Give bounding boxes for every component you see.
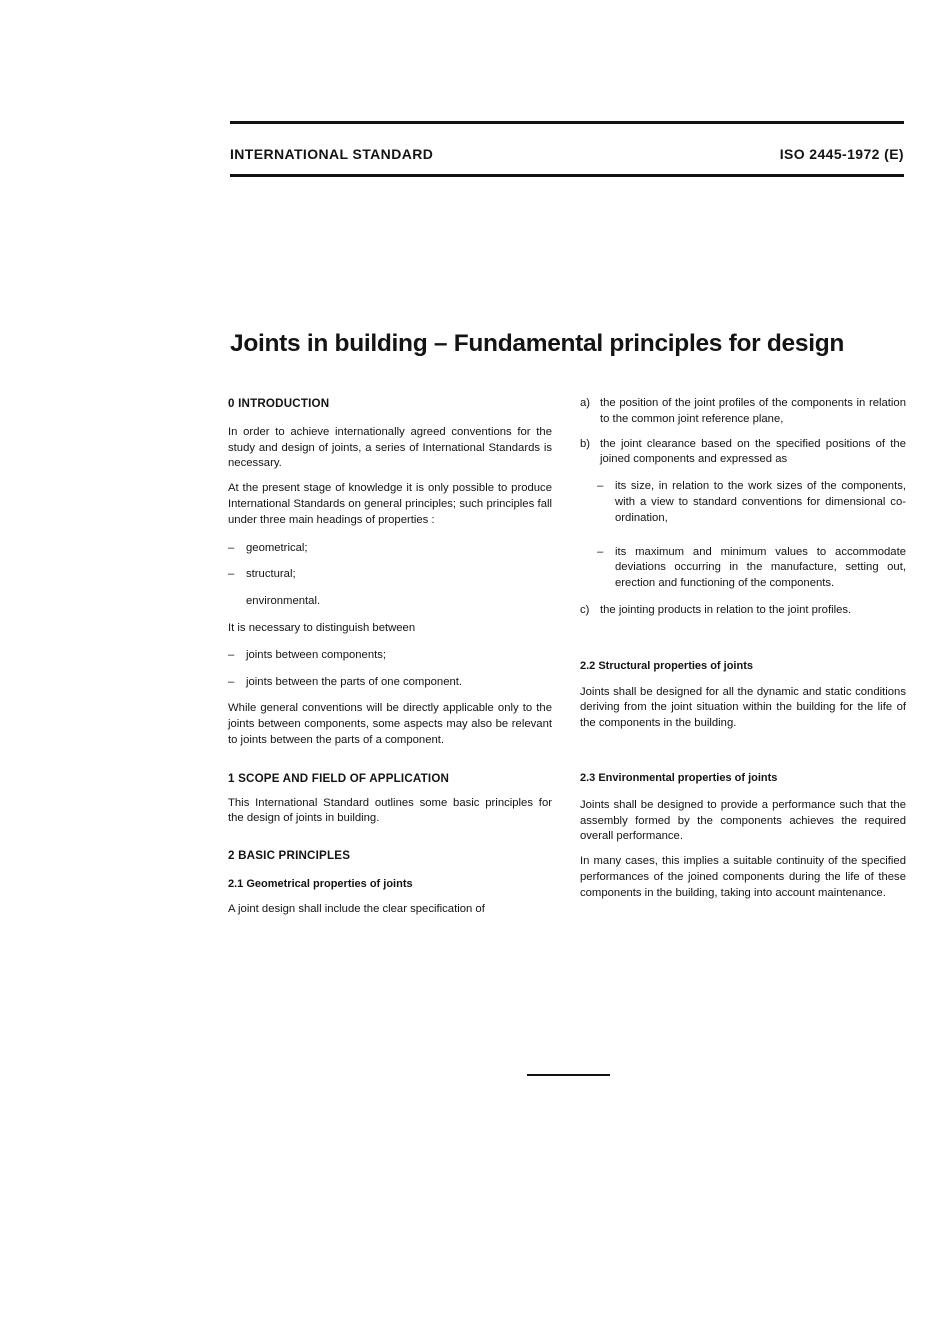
list-item <box>228 541 552 557</box>
property-structural: structural; <box>246 568 296 581</box>
property-geometrical: geometrical; <box>246 541 308 554</box>
list-item-c <box>580 603 906 619</box>
item-text-a: the position of the joint profiles of the components in relation to the common joint reference plane, <box>600 397 906 425</box>
intro-paragraph-2: At the present stage of knowledge it is only possible to produce International Standards on general principles; such principles fall under three main headings of properties : <box>228 482 552 526</box>
section-heading-introduction: 0 INTRODUCTION <box>228 397 330 410</box>
item-marker-b: b) <box>580 437 591 450</box>
dash-bullet: – <box>228 675 235 688</box>
joint-type-parts: joints between the parts of one component. <box>246 675 463 688</box>
list-item <box>228 648 552 664</box>
section-heading-basic-principles: 2 BASIC PRINCIPLES <box>228 849 351 863</box>
list-item-b <box>580 437 906 469</box>
subsection-heading-structural: 2.2 Structural properties of joints <box>580 659 753 672</box>
structural-paragraph: Joints shall be designed for all the dynamic and static conditions deriving from the joint situation within the building for the life of the components in the building. <box>580 685 906 730</box>
dash-bullet: – <box>228 541 235 554</box>
environmental-paragraph-1: Joints shall be designed to provide a performance such that the assembly formed by the components achieves the required overall performance. <box>580 798 906 843</box>
header-standard-number: ISO 2445-1972 (E) <box>779 146 904 162</box>
joint-type-components: joints between components; <box>246 648 387 661</box>
item-marker-c: c) <box>580 603 590 616</box>
header-bottom-rule <box>230 174 904 177</box>
page-title: Joints in building – Fundamental principles for design <box>230 330 845 358</box>
end-of-page-rule <box>527 1074 610 1076</box>
dash-bullet: – <box>228 568 235 581</box>
geometrical-paragraph: A joint design shall include the clear specification of <box>228 902 485 915</box>
right-column <box>580 396 906 902</box>
list-item <box>228 567 552 583</box>
dash-bullet: – <box>597 545 604 558</box>
b-sub-item-2: its maximum and minimum values to accommodate deviations occurring in the manufacture, setting out, erection and functioning of the components. <box>615 545 906 590</box>
subsection-heading-environmental: 2.3 Environmental properties of joints <box>580 771 778 784</box>
list-item-b-sub-2 <box>580 545 906 592</box>
list-item <box>228 594 552 610</box>
list-item-a <box>580 396 906 428</box>
distinguish-paragraph: It is necessary to distinguish between <box>228 621 416 634</box>
list-item-b-sub-1 <box>580 479 906 526</box>
item-text-c: the jointing products in relation to the joint profiles. <box>600 603 852 616</box>
intro-paragraph-3: While general conventions will be directly applicable only to the joints between components, some aspects may also be relevant to joints between the parts of a component. <box>228 702 552 746</box>
b-sub-item-1: its size, in relation to the work sizes of the components, with a view to standard conventions for dimensional co-ordination, <box>615 480 906 524</box>
header-top-rule <box>230 121 904 124</box>
property-environmental: environmental. <box>246 595 321 608</box>
item-text-b: the joint clearance based on the specified positions of the joined components and expressed as <box>600 437 906 466</box>
scope-paragraph: This International Standard outlines some basic principles for the design of joints in building. <box>228 796 552 825</box>
header-standard-type: INTERNATIONAL STANDARD <box>230 146 434 162</box>
list-item <box>228 675 552 691</box>
dash-bullet: – <box>597 480 604 493</box>
item-marker-a: a) <box>580 397 591 409</box>
dash-bullet: – <box>228 648 235 661</box>
left-column <box>228 396 552 918</box>
section-heading-scope: 1 SCOPE AND FIELD OF APPLICATION <box>228 771 450 785</box>
environmental-paragraph-2: In many cases, this implies a suitable continuity of the specified performances of the joined components during the life of these components in the building, taking into account maintenance. <box>580 855 906 899</box>
subsection-heading-geometrical: 2.1 Geometrical properties of joints <box>228 877 413 890</box>
intro-paragraph-1: In order to achieve internationally agreed conventions for the study and design of joints, a series of International Standards is necessary. <box>228 425 552 470</box>
